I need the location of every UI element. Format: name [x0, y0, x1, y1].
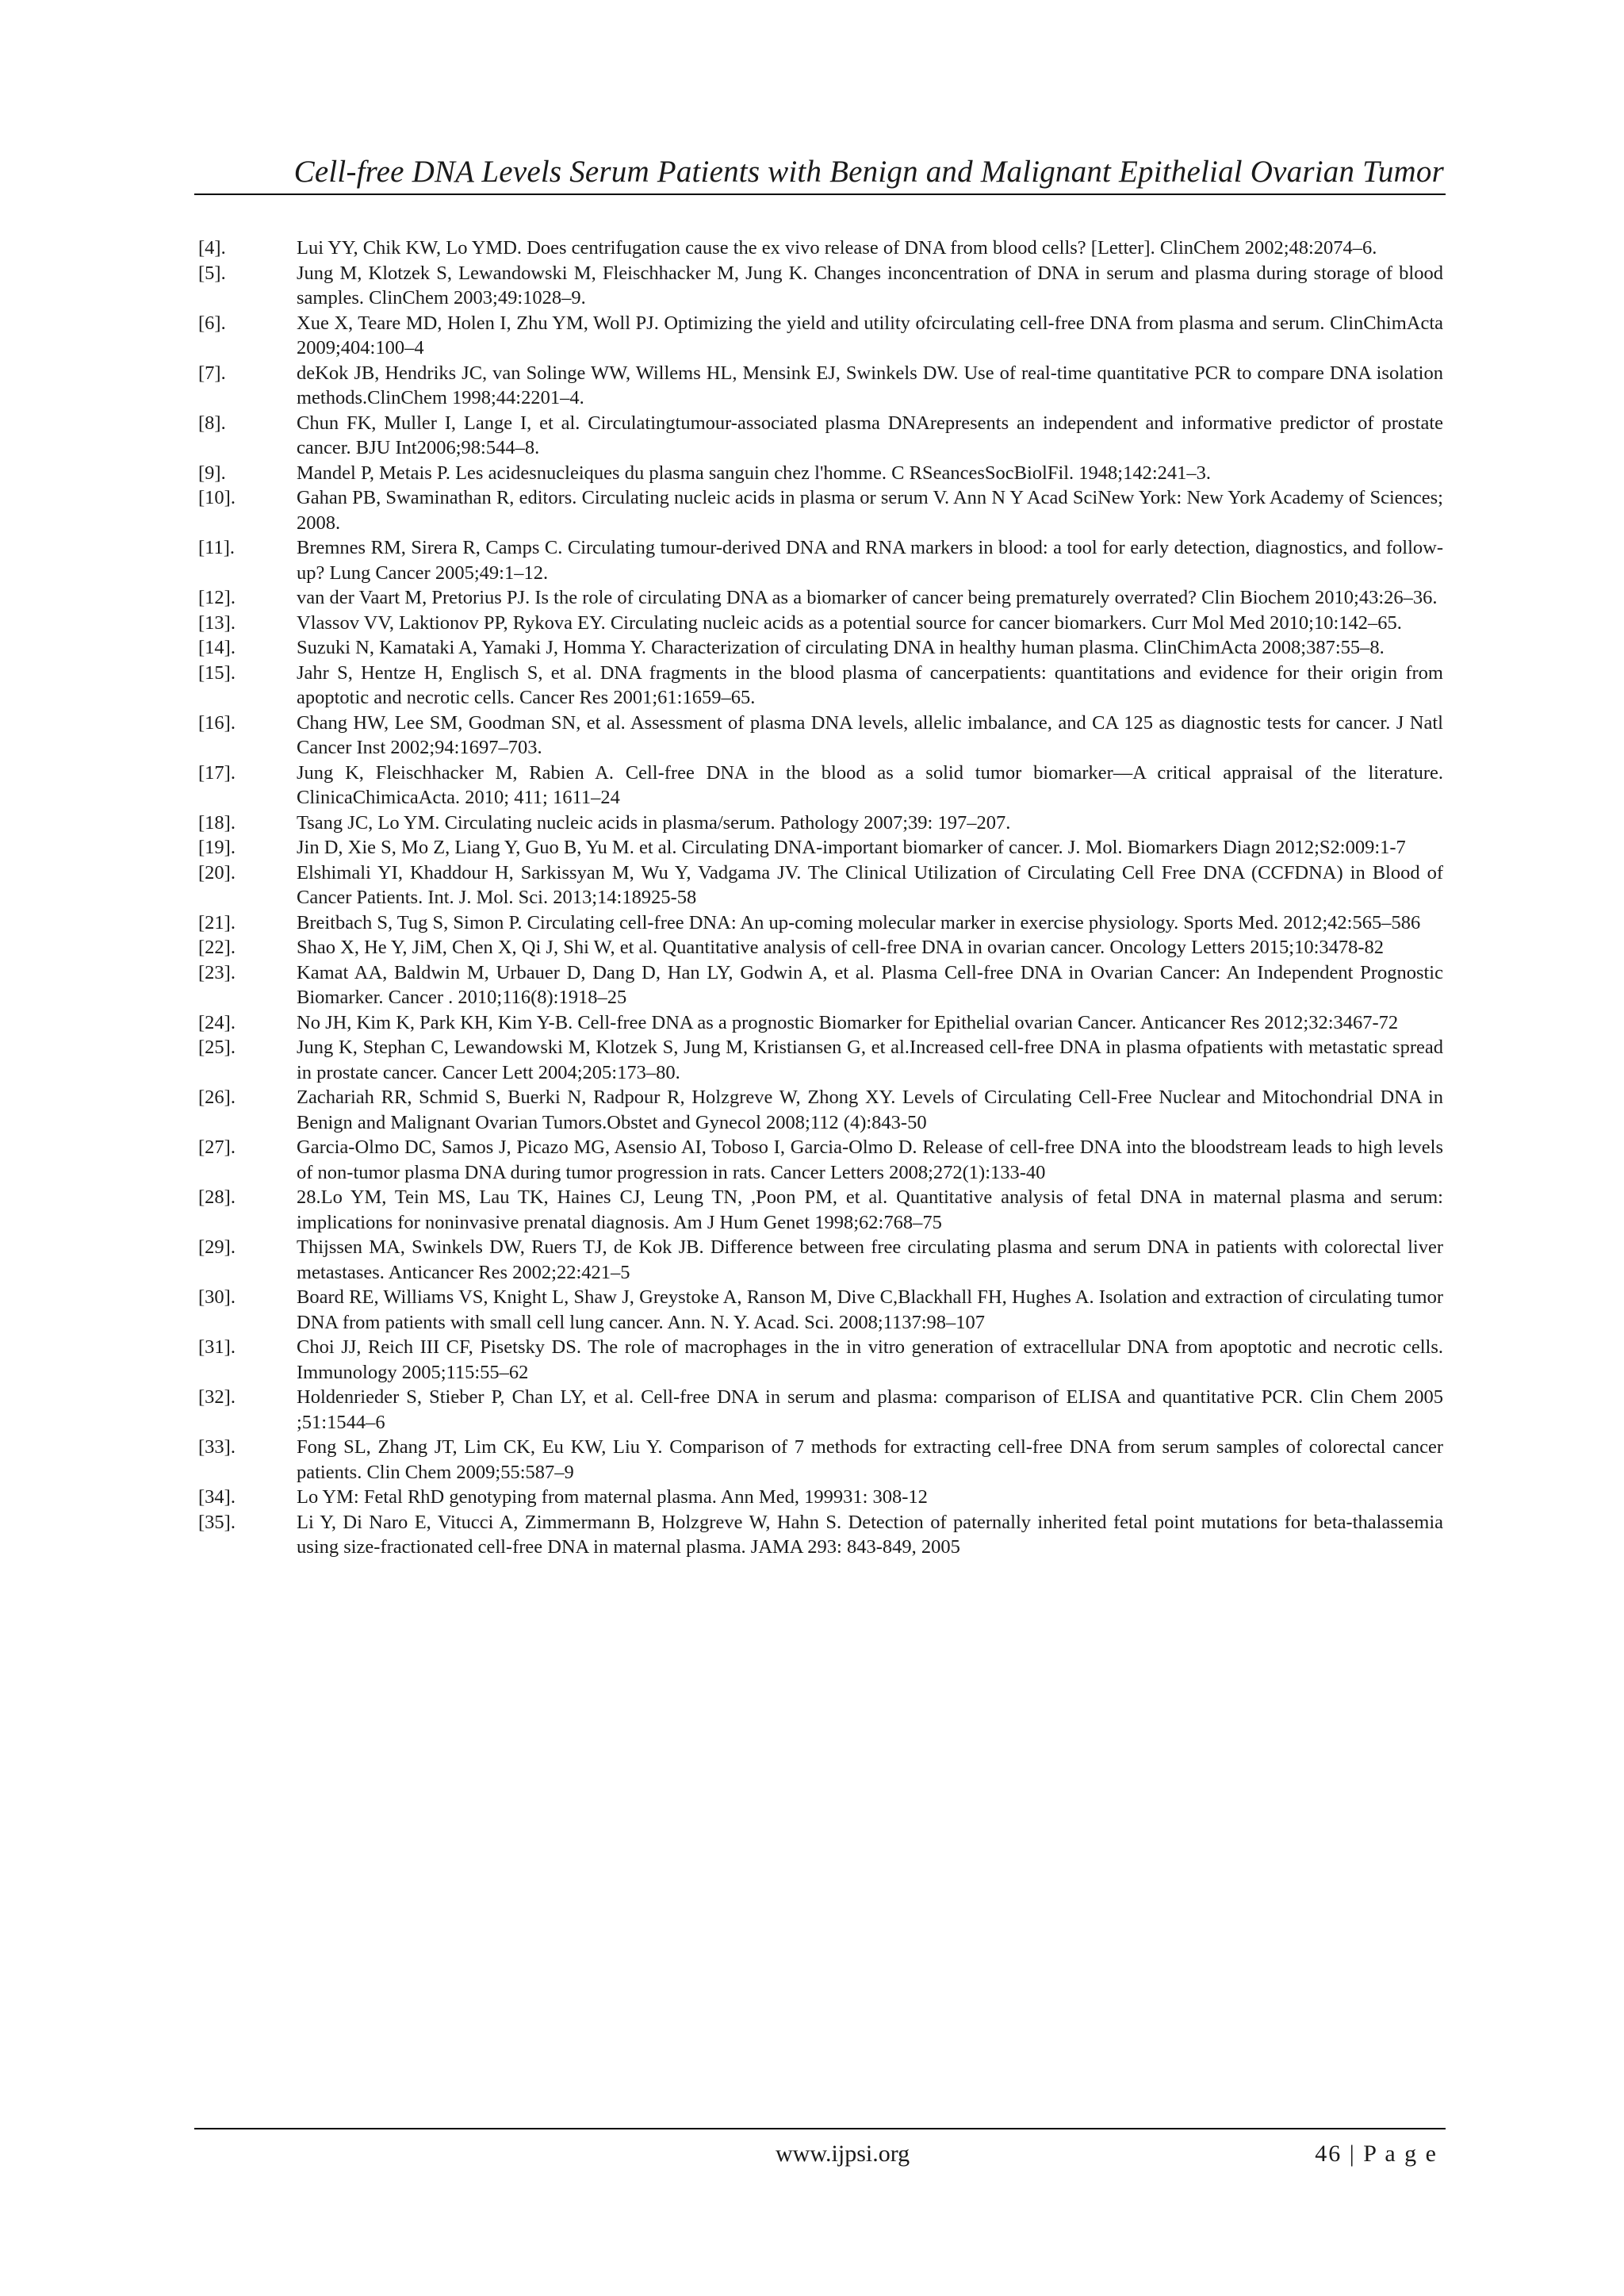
reference-text: Jung M, Klotzek S, Lewandowski M, Fleischhacker M, Jung K. Changes inconcentration of DNA in serum and plasma during storage of blood samples. ClinChem 2003;49:1028–9. — [297, 262, 1443, 309]
reference-number: [25]. — [198, 1037, 236, 1058]
reference-item — [198, 761, 1443, 811]
reference-number: [27]. — [198, 1137, 236, 1158]
reference-number: [11]. — [198, 537, 236, 558]
journal-url[interactable]: www.ijpsi.org — [776, 2141, 910, 2167]
reference-number: [31]. — [198, 1336, 236, 1358]
reference-text: Zachariah RR, Schmid S, Buerki N, Radpour R, Holzgreve W, Zhong XY. Levels of Circulating Cell-Free Nuclear and Mitochondrial DNA in Benign and Malignant Ovarian Tumors.Obstet and Gynecol 2008;112 (4):843-50 — [297, 1087, 1443, 1133]
reference-text: Kamat AA, Baldwin M, Urbauer D, Dang D, Han LY, Godwin A, et al. Plasma Cell-free DNA in Ovarian Cancer: An Independent Prognostic Biomarker. Cancer . 2010;116(8):1918–25 — [297, 961, 1443, 1008]
reference-text: Vlassov VV, Laktionov PP, Rykova EY. Circulating nucleic acids as a potential source for cancer biomarkers. Curr Mol Med 2010;10:142–65. — [297, 611, 1402, 634]
reference-text: Tsang JC, Lo YM. Circulating nucleic acids in plasma/serum. Pathology 2007;39: 197–207. — [297, 811, 1011, 834]
reference-text: Holdenrieder S, Stieber P, Chan LY, et al. Cell-free DNA in serum and plasma: comparison of ELISA and quantitative PCR. Clin Chem 2005 ;51:1544–6 — [297, 1386, 1443, 1433]
reference-number: [8]. — [198, 412, 226, 434]
reference-item — [198, 910, 1443, 936]
reference-number: [33]. — [198, 1436, 236, 1458]
reference-text: Garcia-Olmo DC, Samos J, Picazo MG, Asensio AI, Toboso I, Garcia-Olmo D. Release of cell-free DNA into the bloodstream leads to high levels of non-tumor plasma DNA during tumor progression in rats. Cancer Letters 2008;272(1):133-40 — [297, 1137, 1443, 1183]
reference-item — [198, 1285, 1443, 1335]
page-number: 46 | P a g e — [1315, 2141, 1438, 2167]
reference-item — [198, 461, 1443, 486]
reference-number: [23]. — [198, 961, 236, 983]
reference-text: Board RE, Williams VS, Knight L, Shaw J, Greystoke A, Ranson M, Dive C,Blackhall FH, Hughes A. Isolation and extraction of circulating tumor DNA from patients with small cell lung cancer. Ann. N. Y. Acad. Sci. 2008;1137:98–107 — [297, 1286, 1443, 1333]
reference-item — [198, 361, 1443, 411]
reference-item — [198, 711, 1443, 761]
reference-text: Mandel P, Metais P. Les acidesnucleiques du plasma sanguin chez l'homme. C RSeancesSocBiolFil. 1948;142:241–3. — [297, 462, 1212, 484]
reference-text: deKok JB, Hendriks JC, van Solinge WW, Willems HL, Mensink EJ, Swinkels DW. Use of real-time quantitative PCR to compare DNA isolation methods.ClinChem 1998;44:2201–4. — [297, 362, 1443, 408]
reference-text: Choi JJ, Reich III CF, Pisetsky DS. The role of macrophages in the in vitro generation of extracellular DNA from apoptotic and necrotic cells. Immunology 2005;115:55–62 — [297, 1336, 1443, 1383]
reference-number: [13]. — [198, 611, 236, 634]
reference-text: Fong SL, Zhang JT, Lim CK, Eu KW, Liu Y. Comparison of 7 methods for extracting cell-free DNA from serum samples of colorectal cancer patients. Clin Chem 2009;55:587–9 — [297, 1436, 1443, 1483]
reference-number: [18]. — [198, 811, 236, 834]
reference-text: Elshimali YI, Khaddour H, Sarkissyan M, Wu Y, Vadgama JV. The Clinical Utilization of Circulating Cell Free DNA (CCFDNA) in Blood of Cancer Patients. Int. J. Mol. Sci. 2013;14:18925-58 — [297, 861, 1443, 908]
reference-number: [5]. — [198, 262, 226, 284]
reference-text: 28.Lo YM, Tein MS, Lau TK, Haines CJ, Leung TN, ,Poon PM, et al. Quantitative analysis of fetal DNA in maternal plasma and serum: implications for noninvasive prenatal diagnosis. Am J Hum Genet 1998;62:768–75 — [297, 1186, 1443, 1233]
reference-text: Chang HW, Lee SM, Goodman SN, et al. Assessment of plasma DNA levels, allelic imbalance, and CA 125 as diagnostic tests for cancer. J Natl Cancer Inst 2002;94:1697–703. — [297, 711, 1443, 758]
reference-text: Li Y, Di Naro E, Vitucci A, Zimmermann B, Holzgreve W, Hahn S. Detection of paternally inherited fetal point mutations for beta-thalassemia using size-fractionated cell-free DNA in maternal plasma. JAMA 293: 843-849, 2005 — [297, 1511, 1443, 1558]
reference-text: Jin D, Xie S, Mo Z, Liang Y, Guo B, Yu M. et al. Circulating DNA-important biomarker of cancer. J. Mol. Biomarkers Diagn 2012;S2:009:1-7 — [297, 837, 1406, 858]
reference-item — [198, 1035, 1443, 1085]
running-header — [194, 152, 1446, 195]
reference-number: [19]. — [198, 837, 236, 858]
reference-number: [20]. — [198, 861, 236, 884]
reference-number: [30]. — [198, 1286, 236, 1308]
reference-list — [198, 236, 1443, 1560]
reference-item — [198, 485, 1443, 535]
reference-number: [4]. — [198, 237, 226, 259]
reference-item — [198, 861, 1443, 910]
reference-text: Suzuki N, Kamataki A, Yamaki J, Homma Y. Characterization of circulating DNA in healthy human plasma. ClinChimActa 2008;387:55–8. — [297, 637, 1385, 658]
reference-text: Jung K, Fleischhacker M, Rabien A. Cell-free DNA in the blood as a solid tumor biomarker—A critical appraisal of the literature. ClinicaChimicaActa. 2010; 411; 1611–24 — [297, 761, 1443, 808]
reference-item — [198, 835, 1443, 861]
reference-number: [22]. — [198, 937, 236, 958]
reference-text: Chun FK, Muller I, Lange I, et al. Circulatingtumour-associated plasma DNArepresents an independent and informative predictor of prostate cancer. BJU Int2006;98:544–8. — [297, 412, 1443, 458]
reference-number: [16]. — [198, 711, 236, 734]
reference-item — [198, 535, 1443, 585]
reference-item — [198, 1435, 1443, 1485]
reference-number: [10]. — [198, 487, 236, 508]
reference-item — [198, 1085, 1443, 1135]
running-header-title: Cell-free DNA Levels Serum Patients with Benign and Malignant Epithelial Ovarian Tumor — [293, 155, 1444, 189]
reference-item — [198, 960, 1443, 1010]
reference-text: Thijssen MA, Swinkels DW, Ruers TJ, de Kok JB. Difference between free circulating plasma and serum DNA in patients with colorectal liver metastases. Anticancer Res 2002;22:421–5 — [297, 1236, 1443, 1283]
reference-item — [198, 261, 1443, 311]
reference-item — [198, 811, 1443, 836]
reference-text: Gahan PB, Swaminathan R, editors. Circulating nucleic acids in plasma or serum V. Ann N Y Acad SciNew York: New York Academy of Sciences; 2008. — [297, 487, 1443, 534]
reference-text: van der Vaart M, Pretorius PJ. Is the role of circulating DNA as a biomarker of cancer being prematurely overrated? Clin Biochem 2010;43:26–36. — [297, 587, 1438, 608]
reference-number: [12]. — [198, 587, 236, 608]
reference-item — [198, 1185, 1443, 1235]
reference-text: Jahr S, Hentze H, Englisch S, et al. DNA fragments in the blood plasma of cancerpatients: quantitations and evidence for their origin from apoptotic and necrotic cells. Cancer Res 2001;61:1659–65. — [297, 661, 1443, 708]
reference-item — [198, 1385, 1443, 1435]
reference-item — [198, 935, 1443, 960]
reference-number: [6]. — [198, 312, 226, 334]
reference-number: [15]. — [198, 661, 236, 684]
reference-number: [21]. — [198, 911, 236, 933]
reference-item — [198, 1135, 1443, 1185]
reference-item — [198, 1010, 1443, 1036]
reference-number: [28]. — [198, 1186, 236, 1208]
reference-text: Xue X, Teare MD, Holen I, Zhu YM, Woll PJ. Optimizing the yield and utility ofcirculating cell-free DNA from plasma and serum. ClinChimActa 2009;404:100–4 — [297, 312, 1443, 358]
reference-item — [198, 585, 1443, 611]
reference-text: Jung K, Stephan C, Lewandowski M, Klotzek S, Jung M, Kristiansen G, et al.Increased cell-free DNA in plasma ofpatients with metastatic spread in prostate cancer. Cancer Lett 2004;205:173–80. — [297, 1037, 1443, 1083]
reference-number: [35]. — [198, 1511, 236, 1533]
reference-number: [29]. — [198, 1236, 236, 1258]
page-footer — [194, 2128, 1446, 2177]
reference-text: Breitbach S, Tug S, Simon P. Circulating cell-free DNA: An up-coming molecular marker in exercise physiology. Sports Med. 2012;42:565–586 — [297, 911, 1421, 933]
reference-number: [9]. — [198, 462, 226, 484]
reference-number: [26]. — [198, 1087, 236, 1108]
reference-text: Bremnes RM, Sirera R, Camps C. Circulating tumour-derived DNA and RNA markers in blood: a tool for early detection, diagnostics, and follow-up? Lung Cancer 2005;49:1–12. — [297, 537, 1443, 584]
reference-item — [198, 311, 1443, 361]
reference-item — [198, 1510, 1443, 1560]
reference-item — [198, 1235, 1443, 1285]
reference-item — [198, 411, 1443, 461]
reference-text: Lo YM: Fetal RhD genotyping from maternal plasma. Ann Med, 199931: 308-12 — [297, 1486, 928, 1508]
reference-item — [198, 661, 1443, 711]
reference-text: No JH, Kim K, Park KH, Kim Y-B. Cell-free DNA as a prognostic Biomarker for Epithelial ovarian Cancer. Anticancer Res 2012;32:3467-72 — [297, 1011, 1399, 1033]
reference-item — [198, 1335, 1443, 1385]
reference-item — [198, 236, 1443, 261]
reference-number: [24]. — [198, 1011, 236, 1033]
reference-item — [198, 1485, 1443, 1510]
reference-number: [7]. — [198, 362, 226, 384]
reference-number: [34]. — [198, 1486, 236, 1508]
reference-number: [32]. — [198, 1386, 236, 1408]
reference-number: [17]. — [198, 761, 236, 784]
reference-item — [198, 635, 1443, 661]
reference-text: Lui YY, Chik KW, Lo YMD. Does centrifugation cause the ex vivo release of DNA from blood cells? [Letter]. ClinChem 2002;48:2074–6. — [297, 237, 1377, 259]
reference-number: [14]. — [198, 637, 236, 658]
reference-item — [198, 611, 1443, 636]
reference-text: Shao X, He Y, JiM, Chen X, Qi J, Shi W, et al. Quantitative analysis of cell-free DNA in ovarian cancer. Oncology Letters 2015;10:3478-82 — [297, 937, 1385, 958]
